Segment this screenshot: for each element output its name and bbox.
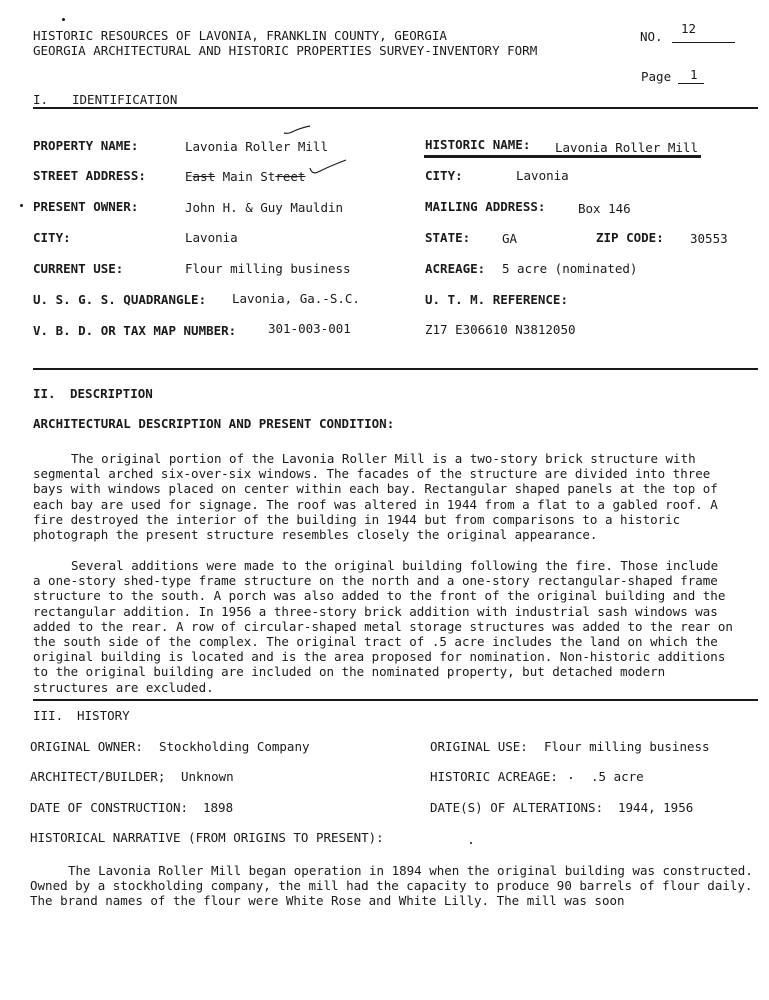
dates-of-alterations-value: 1944, 1956 — [618, 800, 694, 815]
city-label-right: CITY: — [425, 168, 463, 183]
header-title-line2: GEORGIA ARCHITECTURAL AND HISTORIC PROPERTIES SURVEY-INVENTORY FORM — [33, 43, 538, 58]
original-use-value: Flour milling business — [544, 739, 710, 754]
original-owner-value: Stockholding Company — [159, 739, 310, 754]
property-name-label: PROPERTY NAME: — [33, 138, 139, 153]
historic-acreage-value: .5 acre — [591, 769, 644, 784]
original-owner-label: ORIGINAL OWNER: — [30, 739, 143, 754]
current-use-label: CURRENT USE: — [33, 261, 124, 276]
section-2-bottom-rule — [33, 699, 758, 701]
section-3-numeral: III. — [33, 708, 64, 723]
usgs-quadrangle-label: U. S. G. S. QUADRANGLE: — [33, 292, 207, 307]
street-address-struck-part: ast — [192, 169, 216, 184]
street-address-part: E — [185, 169, 193, 184]
historic-name-label: HISTORIC NAME: — [425, 137, 531, 152]
form-number-value: 12 — [681, 21, 697, 36]
date-of-construction-value: 1898 — [203, 800, 234, 815]
present-owner-label: PRESENT OWNER: — [33, 199, 139, 214]
architect-builder-label: ARCHITECT/BUILDER; — [30, 769, 166, 784]
current-use-value: Flour milling business — [185, 261, 351, 276]
section-1-rule — [33, 107, 758, 109]
section-2-numeral: II. — [33, 386, 56, 401]
form-number-label: NO. — [640, 29, 663, 44]
section-3-title: HISTORY — [77, 708, 130, 723]
zip-code-value: 30553 — [690, 231, 728, 246]
acreage-label: ACREAGE: — [425, 261, 486, 276]
dates-of-alterations-label: DATE(S) OF ALTERATIONS: — [430, 800, 604, 815]
original-use-label: ORIGINAL USE: — [430, 739, 528, 754]
street-address-part: Main St — [215, 169, 276, 184]
page-label: Page — [641, 69, 672, 84]
stray-mark — [62, 18, 65, 21]
utm-reference-label: U. T. M. REFERENCE: — [425, 292, 568, 307]
present-owner-value: John H. & Guy Mauldin — [185, 200, 344, 215]
historic-name-underline — [424, 155, 701, 158]
zip-code-label: ZIP CODE: — [596, 230, 664, 245]
historical-narrative-paragraph: The Lavonia Roller Mill began operation in 1894 when the original building was constructed. Owned by a stockholding company, the mill had the capacity to produce 90 barrels of flour daily. The brand names of the flour were White Rose and White Lilly. The mill was soon — [30, 863, 753, 909]
historic-acreage-label: HISTORIC ACREAGE: — [430, 769, 558, 784]
mailing-address-value: Box 146 — [578, 201, 631, 216]
stray-mark — [20, 204, 23, 207]
description-paragraph-2: Several additions were made to the original building following the fire. Those include a one-story shed-type frame structure on the north and a one-story rectangular-shaped frame structure to the south. A porch was also added to the front of the original building and the rectangular addition. In 1956 a three-story brick addition with industrial sash windows was added to the rear. A row of circular-shaped metal storage structures was added to the rear on the south side of the complex. The original tract of .5 acre includes the land on which the original building is located and is the area proposed for nomination. Non-historic additions to the original building are included on the nominated property, but detached modern structures are excluded. — [33, 558, 733, 695]
city-value-left: Lavonia — [185, 230, 238, 245]
section-1-bottom-rule — [33, 368, 758, 370]
utm-reference-value: Z17 E306610 N3812050 — [425, 322, 576, 337]
description-paragraph-1: The original portion of the Lavonia Roller Mill is a two-story brick structure with segmental arched six-over-six windows. The facades of the structure are divided into three bays with windows placed on center within each bay. Rectangular shaped panels at the top of each bay are used for signage. The roof was altered in 1944 from a flat to a gabled roof. A fire destroyed the interior of the building in 1944 but from comparisons to a historic photograph the present structure resembles closely the original appearance. — [33, 451, 718, 543]
stray-mark — [570, 777, 572, 779]
architect-builder-value: Unknown — [181, 769, 234, 784]
header-title-line1: HISTORIC RESOURCES OF LAVONIA, FRANKLIN COUNTY, GEORGIA — [33, 28, 447, 43]
page-value: 1 — [690, 67, 698, 82]
acreage-value: 5 acre (nominated) — [502, 261, 638, 276]
date-of-construction-label: DATE OF CONSTRUCTION: — [30, 800, 189, 815]
handwritten-correction-mark — [308, 158, 348, 178]
usgs-quadrangle-value: Lavonia, Ga.-S.C. — [232, 291, 360, 306]
section-2-title: DESCRIPTION — [70, 386, 153, 401]
city-value-right: Lavonia — [516, 168, 569, 183]
state-value: GA — [502, 231, 518, 246]
handwritten-check-mark — [282, 124, 312, 136]
section-1-title: IDENTIFICATION — [72, 92, 178, 107]
form-number-underline — [672, 42, 735, 43]
state-label: STATE: — [425, 230, 471, 245]
stray-mark — [470, 842, 472, 844]
historical-narrative-heading: HISTORICAL NARRATIVE (FROM ORIGINS TO PRESENT): — [30, 830, 384, 845]
city-label-left: CITY: — [33, 230, 71, 245]
street-address-value — [185, 169, 305, 184]
tax-map-number-value: 301-003-001 — [268, 321, 351, 336]
property-name-value: Lavonia Roller Mill — [185, 139, 328, 154]
tax-map-number-label: V. B. D. OR TAX MAP NUMBER: — [33, 323, 237, 338]
mailing-address-label: MAILING ADDRESS: — [425, 199, 546, 214]
street-address-label: STREET ADDRESS: — [33, 168, 146, 183]
street-address-struck-part: reet — [275, 169, 306, 184]
historic-name-value: Lavonia Roller Mill — [555, 140, 698, 155]
architectural-description-heading: ARCHITECTURAL DESCRIPTION AND PRESENT CONDITION: — [33, 416, 395, 431]
section-1-numeral: I. — [33, 92, 49, 107]
page-underline — [678, 83, 704, 84]
